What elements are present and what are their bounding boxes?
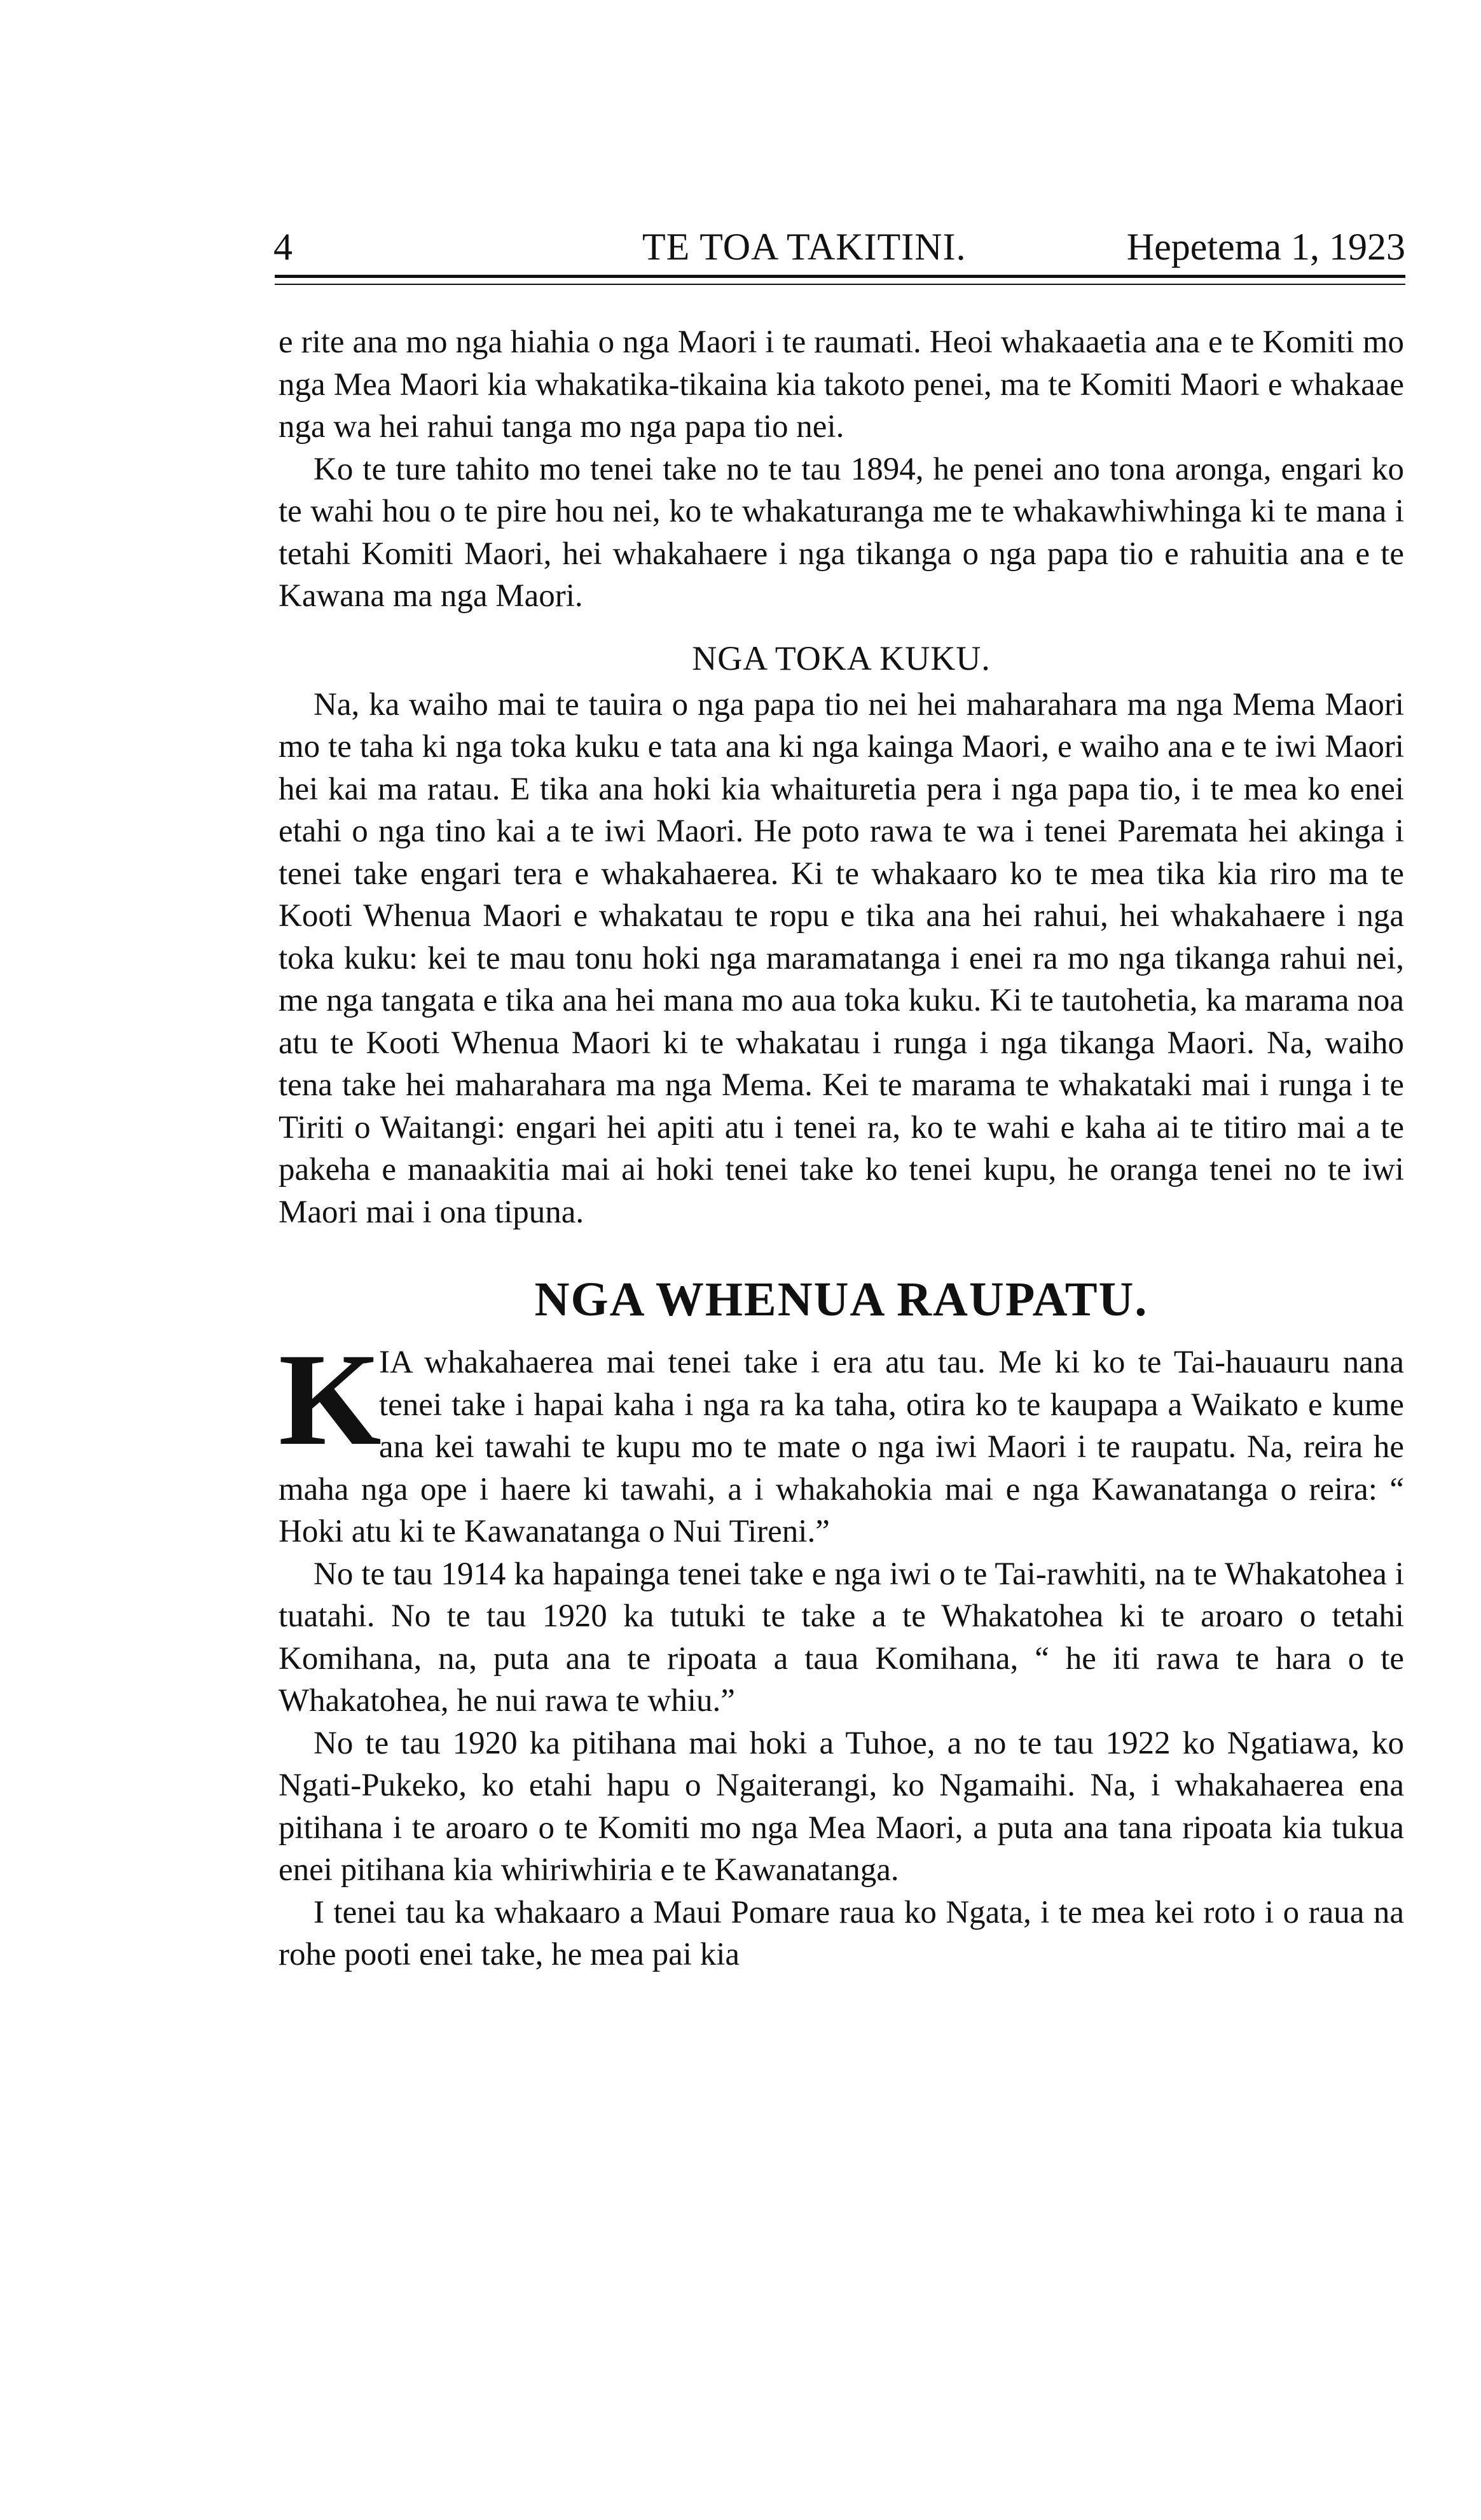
section-heading: NGA WHENUA RAUPATU. [534,1273,1148,1326]
subheading: NGA TOKA KUKU. [692,639,991,677]
issue-date: Hepetema 1, 1923 [1126,226,1405,268]
header-rule-thick [275,275,1405,278]
page-number: 4 [273,226,293,268]
article-body [279,321,1404,1976]
header-rule-thin [275,284,1405,285]
paragraph: I tenei tau ka whakaaro a Maui Pomare raua ko Ngata, i te mea kei roto i o raua na rohe pooti enei take, he mea pai kia [279,1894,1404,1972]
publication-title: TE TOA TAKITINI. [642,226,967,268]
drop-cap: K [279,1326,382,1472]
paragraph: e rite ana mo nga hiahia o nga Maori i te raumati. Heoi whakaaetia ana e te Komiti mo nga Mea Maori kia whakatika-tikaina kia takoto penei, ma te Komiti Maori e whakaae nga wa hei rahui tanga mo nga papa tio nei. [279,324,1404,445]
paragraph-with-drop-cap [279,1326,1404,1553]
paragraph-text: IA whakahaerea mai tenei take i era atu tau. Me ki ko te Tai-hauauru nana tenei take i hapai kaha i nga ra ka taha, otira ko te kaupapa a Waikato e kume ana kei tawahi te kupu mo te mate o nga iwi Maori i te raupatu. Na, reira he maha nga ope i haere ki tawahi, a i whakahokia mai e nga Kawanatanga o reira: “ Hoki atu ki te Kawanatanga o Nui Tireni.” [279,1345,1404,1549]
running-header [273,221,1405,272]
paragraph: No te tau 1914 ka hapainga tenei take e nga iwi o te Tai-rawhiti, na te Whakatohea i tuatahi. No te tau 1920 ka tutuki te take a te Whakatohea ki te aroaro o tetahi Komihana, na, puta ana te ripoata a taua Komihana, “ he iti rawa te hara o te Whakatohea, he nui rawa te whiu.” [279,1556,1404,1719]
paragraph: Ko te ture tahito mo tenei take no te tau 1894, he penei ano tona aronga, engari ko te wahi hou o te pire hou nei, ko te whakaturanga me te whakawhiwhinga ki te mana i tetahi Komiti Maori, hei whakahaere i nga tikanga o nga papa tio e rahuitia ana e te Kawana ma nga Maori. [279,451,1404,614]
paragraph: Na, ka waiho mai te tauira o nga papa tio nei hei maharahara ma nga Mema Maori mo te taha ki nga toka kuku e tata ana ki nga kainga Maori, e waiho ana e te iwi Maori hei kai ma ratau. E tika ana hoki kia whaituretia pera i nga papa tio, i te mea ko enei etahi o nga tino kai a te iwi Maori. He poto rawa te wa i tenei Paremata hei akinga i tenei take engari tera e whakahaerea. Ki te whakaaro ko te mea tika kia riro ma te Kooti Whenua Maori e whakatau te ropu e tika ana hei rahui, hei whakahaere i nga toka kuku: kei te mau tonu hoki nga maramatanga i enei ra mo nga tikanga rahui nei, me nga tangata e tika ana hei mana mo aua toka kuku. Ki te tautohetia, ka marama noa atu te Kooti Whenua Maori ki te whakatau i runga i nga tikanga Maori. Na, waiho tena take hei maharahara ma nga Mema. Kei te marama te whakataki mai i runga i te Tiriti o Waitangi: engari hei apiti atu i tenei ra, ko te wahi e kaha ai te titiro mai a te pakeha e manaakitia mai ai hoki tenei take ko tenei kupu, he oranga tenei no te iwi Maori mai i ona tipuna. [279,686,1404,1230]
paragraph: No te tau 1920 ka pitihana mai hoki a Tuhoe, a no te tau 1922 ko Ngatiawa, ko Ngati-Pukeko, ko etahi hapu o Ngaiterangi, ko Ngamaihi. Na, i whakahaerea ena pitihana i te aroaro o te Komiti mo nga Mea Maori, a puta ana tana ripoata kia tukua enei pitihana kia whiriwhiria e te Kawanatanga. [279,1725,1404,1888]
